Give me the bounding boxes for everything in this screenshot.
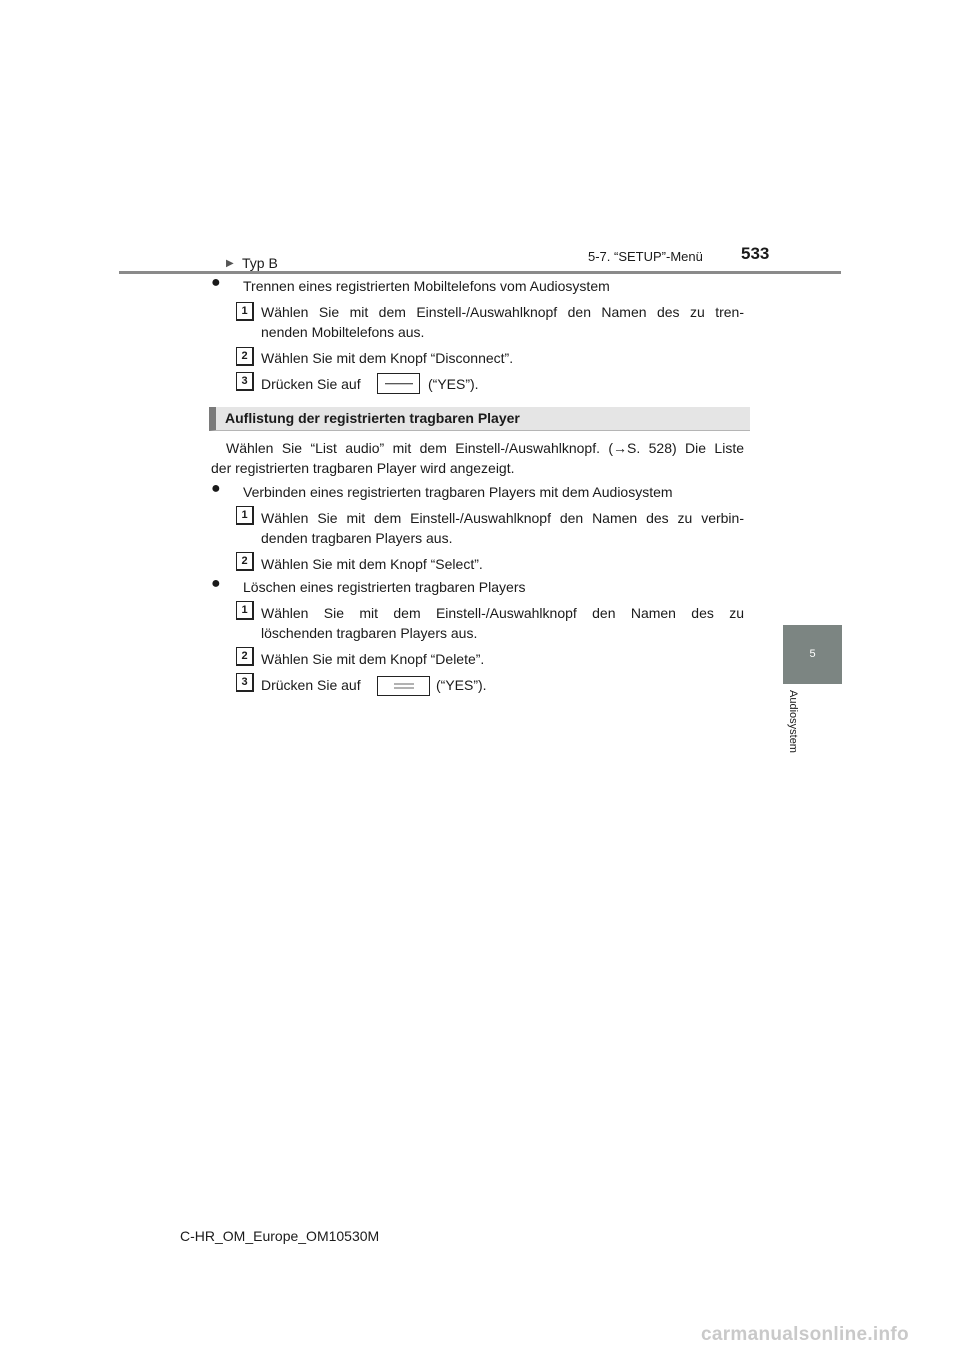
yes-button-icon xyxy=(377,373,420,394)
chapter-label xyxy=(778,690,808,800)
step-text: Drücken Sie auf xyxy=(261,376,361,392)
step-number: 3 xyxy=(236,372,254,391)
triangle-marker-icon: ▶ xyxy=(226,258,234,269)
step-text-cont: nenden Mobiltelefons aus. xyxy=(261,324,425,340)
bullet-disconnect-phone: Trennen eines registrierten Mobiltelefons vom Audiosystem xyxy=(243,278,610,294)
step-number: 2 xyxy=(236,347,254,366)
step-number: 2 xyxy=(236,647,254,666)
bullet-icon: ● xyxy=(211,480,221,497)
document-code: C-HR_OM_Europe_OM10530M xyxy=(180,1228,380,1244)
page-number: 533 xyxy=(741,244,770,263)
section-title: Auflistung der registrierten tragbaren Player xyxy=(225,410,520,426)
yes-button-icon xyxy=(377,676,430,696)
section-header xyxy=(209,407,750,431)
step-text: Wählen Sie mit dem Einstell-/Auswahlknopf den Namen des zu xyxy=(261,605,744,621)
step-text: Wählen Sie mit dem Knopf “Delete”. xyxy=(261,651,485,667)
intro-text-cont: der registrierten tragbaren Player wird angezeigt. xyxy=(211,460,515,476)
step-text-yes: (“YES”). xyxy=(436,677,487,693)
bullet-icon: ● xyxy=(211,274,221,291)
step-text: Wählen Sie mit dem Einstell-/Auswahlknopf den Namen des zu verbin- xyxy=(261,510,744,526)
type-label: Typ B xyxy=(242,255,278,271)
step-text-cont: denden tragbaren Players aus. xyxy=(261,530,453,546)
step-number: 2 xyxy=(236,552,254,571)
step-number: 1 xyxy=(236,601,254,620)
step-text-cont: löschenden tragbaren Players aus. xyxy=(261,625,478,641)
intro-text: Wählen Sie “List audio” mit dem Einstell-/Auswahlknopf. (→S. 528) Die Liste xyxy=(226,440,744,456)
chapter-tab: 5 xyxy=(783,625,842,684)
bullet-delete-player: Löschen eines registrierten tragbaren Players xyxy=(243,579,526,595)
step-text: Wählen Sie mit dem Knopf “Select”. xyxy=(261,556,483,572)
bullet-icon: ● xyxy=(211,575,221,592)
header-divider xyxy=(119,271,841,274)
step-number: 1 xyxy=(236,302,254,321)
step-number: 1 xyxy=(236,506,254,525)
bullet-connect-player: Verbinden eines registrierten tragbaren Players mit dem Audiosystem xyxy=(243,484,673,500)
step-text-yes: (“YES”). xyxy=(428,376,479,392)
step-text: Drücken Sie auf xyxy=(261,677,361,693)
step-text: Wählen Sie mit dem Einstell-/Auswahlknopf den Namen des zu tren- xyxy=(261,304,744,320)
watermark: carmanualsonline.info xyxy=(701,1324,909,1345)
step-text: Wählen Sie mit dem Knopf “Disconnect”. xyxy=(261,350,514,366)
header-section-title: 5-7. “SETUP”-Menü xyxy=(588,249,703,264)
step-number: 3 xyxy=(236,673,254,692)
chapter-label-text: Audiosystem xyxy=(787,690,799,753)
